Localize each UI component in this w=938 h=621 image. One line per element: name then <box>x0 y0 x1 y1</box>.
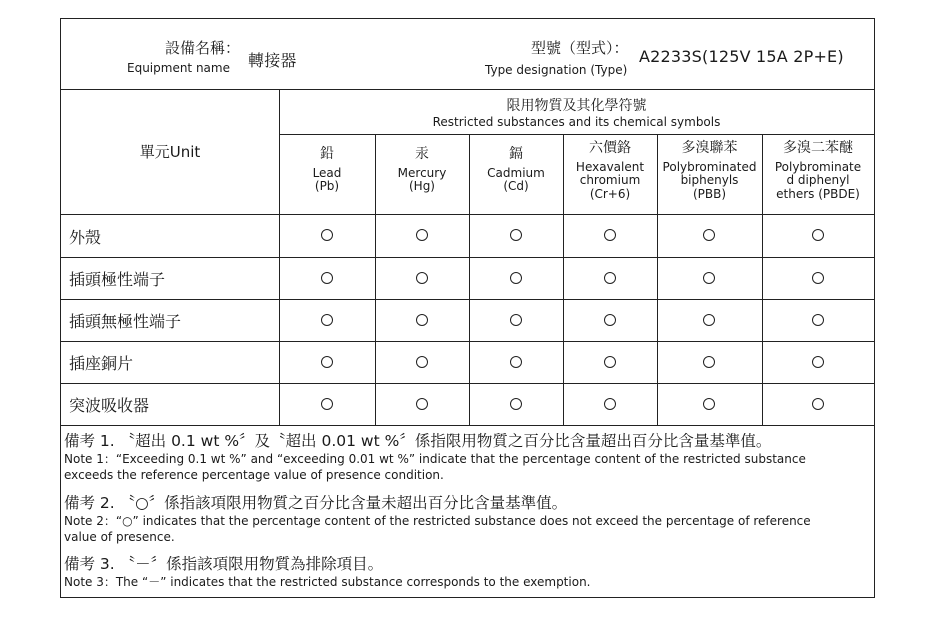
column-en: ethers (PBDE) <box>776 186 860 201</box>
compliance-mark-circle <box>416 356 428 368</box>
row-label: 突波吸收器 <box>69 396 150 415</box>
column-en: (Cd) <box>503 179 529 194</box>
compliance-mark-circle <box>321 398 333 410</box>
restricted-title-en: Restricted substances and its chemical symbols <box>432 115 721 129</box>
compliance-mark-circle <box>604 356 616 368</box>
column-header-pbde <box>762 141 874 201</box>
equipment-value: 轉接器 <box>248 51 297 70</box>
unit-column-divider <box>279 89 280 425</box>
type-label-en: Type designation (Type) <box>485 63 628 77</box>
column-zh: 多溴聯苯 <box>681 140 738 156</box>
column-header-pbb <box>657 141 762 201</box>
compliance-mark-circle <box>703 356 715 368</box>
compliance-mark-circle <box>703 229 715 241</box>
compliance-mark-circle <box>812 229 824 241</box>
compliance-mark-circle <box>510 314 522 326</box>
column-zh: 六價鉻 <box>589 140 631 156</box>
column-header-cadmium <box>469 147 563 194</box>
compliance-mark-circle <box>416 229 428 241</box>
column-header-mercury <box>375 147 469 194</box>
column-en: Hexavalent <box>575 159 645 174</box>
row-label: 插座銅片 <box>69 354 134 373</box>
column-en: Mercury <box>397 165 447 180</box>
column-header-chromium <box>563 141 657 201</box>
row-label: 插頭無極性端子 <box>69 312 182 331</box>
note-en: Note 1：“Exceeding 0.1 wt %” and “exceeding 0.01 wt %” indicate that the percentage content of the restricted substance <box>64 452 806 466</box>
column-zh: 鎘 <box>509 146 523 162</box>
compliance-mark-circle <box>703 314 715 326</box>
compliance-mark-circle <box>416 398 428 410</box>
row-label: 插頭極性端子 <box>69 270 166 289</box>
column-zh: 鉛 <box>320 146 334 162</box>
compliance-mark-circle <box>321 272 333 284</box>
column-en: Polybrominate <box>774 159 862 174</box>
note-1 <box>64 429 869 483</box>
compliance-mark-circle <box>812 356 824 368</box>
equipment-label-en: Equipment name <box>127 61 230 75</box>
group-divider <box>279 134 874 135</box>
column-en: biphenyls <box>680 173 739 188</box>
compliance-mark-circle <box>604 314 616 326</box>
column-en: Lead <box>312 165 342 180</box>
equipment-label-zh: 設備名稱： <box>165 39 241 57</box>
header-divider <box>61 89 874 90</box>
compliance-mark-circle <box>604 272 616 284</box>
column-en: Cadmium <box>487 165 545 180</box>
restricted-title-zh: 限用物質及其化學符號 <box>506 98 647 114</box>
column-en: Polybrominated <box>662 159 757 174</box>
compliance-mark-circle <box>510 229 522 241</box>
note-2 <box>64 491 869 545</box>
table-bottom-divider <box>61 425 874 426</box>
compliance-mark-circle <box>321 314 333 326</box>
row-divider <box>61 299 874 300</box>
compliance-mark-circle <box>416 272 428 284</box>
column-en: d diphenyl <box>786 173 850 188</box>
compliance-mark-circle <box>510 356 522 368</box>
row-divider <box>61 383 874 384</box>
compliance-mark-circle <box>321 356 333 368</box>
type-value: A2233S(125V 15A 2P+E) <box>639 47 844 66</box>
column-en: (Cr+6) <box>589 186 631 201</box>
column-en: (PBB) <box>692 186 727 201</box>
column-en: (Pb) <box>314 179 340 194</box>
note-en: value of presence. <box>64 530 175 544</box>
compliance-mark-circle <box>510 272 522 284</box>
column-zh: 多溴二苯醚 <box>783 140 853 156</box>
row-divider <box>61 257 874 258</box>
column-en: chromium <box>579 173 641 188</box>
note-en: Note 2：“○” indicates that the percentage content of the restricted substance does not exceed the percentage of reference <box>64 514 811 528</box>
column-header-lead <box>279 147 375 194</box>
compliance-mark-circle <box>604 398 616 410</box>
note-3 <box>64 552 869 590</box>
compliance-mark-circle <box>812 398 824 410</box>
column-header-divider <box>61 214 874 215</box>
row-label: 外殼 <box>69 228 102 247</box>
compliance-mark-circle <box>703 272 715 284</box>
compliance-mark-circle <box>703 398 715 410</box>
compliance-mark-circle <box>416 314 428 326</box>
rohs-declaration-table <box>60 18 875 598</box>
compliance-mark-circle <box>510 398 522 410</box>
note-en: exceeds the reference percentage value of presence condition. <box>64 468 444 482</box>
compliance-mark-circle <box>604 229 616 241</box>
note-zh: 備考 2. 〝○〞係指該項限用物質之百分比含量未超出百分比含量基準值。 <box>64 494 568 512</box>
compliance-mark-circle <box>812 314 824 326</box>
note-zh: 備考 1. 〝超出 0.1 wt %〞及〝超出 0.01 wt %〞係指限用物質之百分比含量超出百分比含量基準值。 <box>64 432 772 450</box>
type-label-zh: 型號（型式）： <box>531 39 629 57</box>
column-zh: 汞 <box>415 146 429 162</box>
column-en: (Hg) <box>408 179 435 194</box>
compliance-mark-circle <box>321 229 333 241</box>
row-divider <box>61 341 874 342</box>
unit-header: 單元Unit <box>139 143 201 161</box>
note-zh: 備考 3. 〝－〞係指該項限用物質為排除項目。 <box>64 555 384 573</box>
compliance-mark-circle <box>812 272 824 284</box>
note-en: Note 3：The “－” indicates that the restricted substance corresponds to the exemption. <box>64 575 591 589</box>
